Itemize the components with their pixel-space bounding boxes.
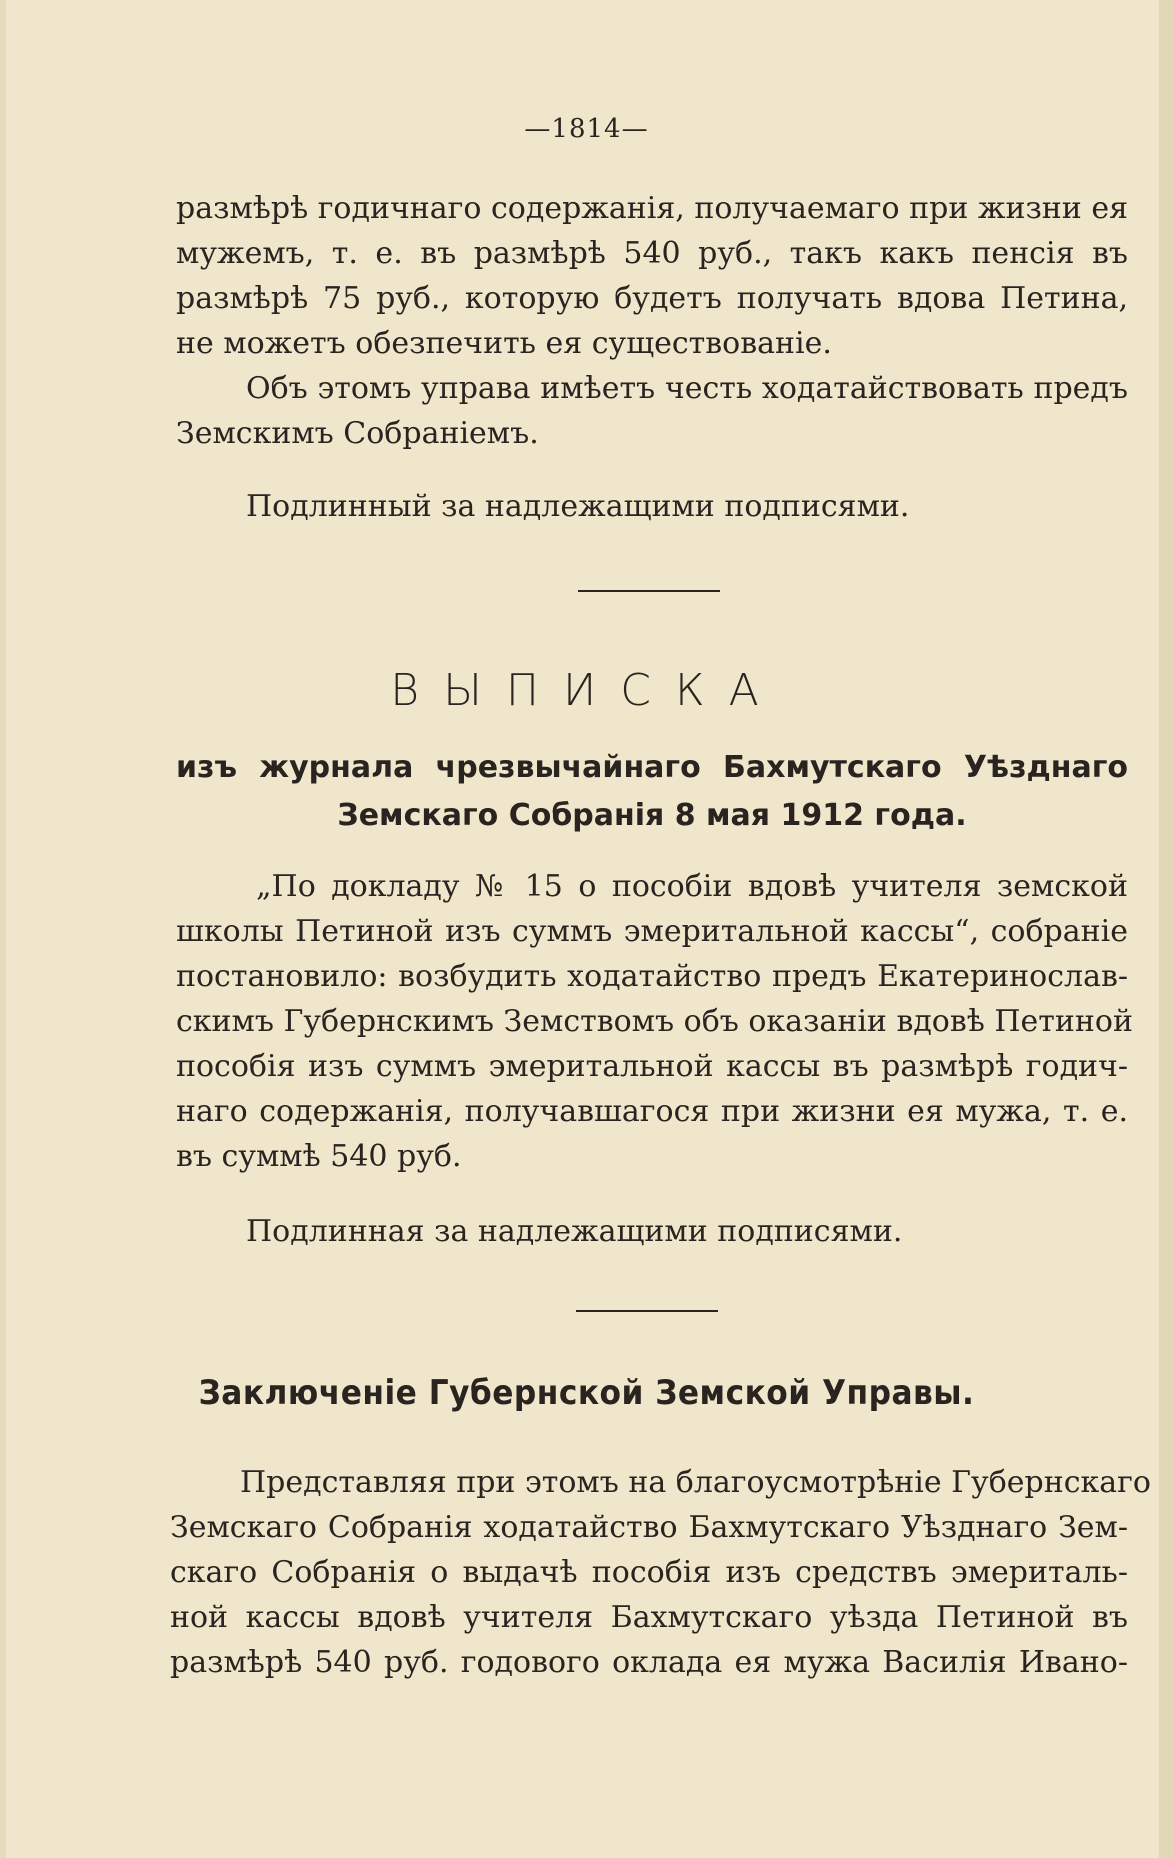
text-line: не можетъ обезпечить ея существованіе. bbox=[176, 326, 832, 361]
text-line: скаго Собранія о выдачѣ пособія изъ средствъ эмериталь- bbox=[170, 1555, 1128, 1590]
paragraph-1 bbox=[176, 186, 1128, 366]
text-line: наго содержанія, получавшагося при жизни ея мужа, т. е. bbox=[176, 1094, 1128, 1129]
subtitle-line: Земскаго Собранія 8 мая 1912 года. bbox=[337, 798, 967, 833]
text-line: въ суммѣ 540 руб. bbox=[176, 1139, 462, 1174]
divider-rule bbox=[578, 590, 720, 592]
signature-note-1: Подлинный за надлежащими подписями. bbox=[246, 489, 910, 524]
conclusion-heading: Заключеніе Губернской Земской Управы. bbox=[198, 1373, 975, 1413]
text-line: размѣрѣ 75 руб., которую будетъ получать вдова Петина, bbox=[176, 281, 1128, 316]
extract-title: ВЫПИСКА bbox=[390, 665, 783, 716]
text-line: размѣрѣ годичнаго содержанія, получаемаго при жизни ея bbox=[176, 191, 1129, 226]
signature-note-2: Подлинная за надлежащими подписями. bbox=[246, 1214, 903, 1249]
text-line: размѣрѣ 540 руб. годового оклада ея мужа Василія Ивано- bbox=[170, 1645, 1128, 1680]
text-line: ной кассы вдовѣ учителя Бахмутскаго уѣзда Петиной въ bbox=[170, 1600, 1128, 1635]
text-line: скимъ Губернскимъ Земствомъ объ оказаніи вдовѣ Петиной bbox=[176, 1004, 1133, 1039]
text-line: Представляя при этомъ на благоусмотрѣніе Губернскаго bbox=[240, 1465, 1151, 1500]
text-line: Земскаго Собранія ходатайство Бахмутскаго Уѣзднаго Зем- bbox=[170, 1510, 1128, 1545]
text-line: Объ этомъ управа имѣетъ честь ходатайствовать предъ bbox=[246, 371, 1128, 406]
paragraph-2 bbox=[176, 366, 1128, 456]
subtitle-line: изъ журнала чрезвычайнаго Бахмутскаго Уѣзднаго bbox=[176, 750, 1128, 785]
text-line: пособія изъ суммъ эмеритальной кассы въ размѣрѣ годич- bbox=[176, 1049, 1128, 1084]
page-edge-left bbox=[0, 0, 6, 1858]
divider-rule bbox=[576, 1310, 718, 1312]
extract-subtitle bbox=[176, 744, 1128, 840]
text-line: постановило: возбудить ходатайство предъ Екатеринослав- bbox=[176, 959, 1128, 994]
conclusion-body bbox=[170, 1460, 1151, 1685]
page-number: —1814— bbox=[524, 114, 649, 144]
text-line: Земскимъ Собраніемъ. bbox=[176, 416, 539, 451]
page-edge-right bbox=[1159, 0, 1173, 1858]
text-line: „По докладу № 15 о пособіи вдовѣ учителя земской bbox=[256, 869, 1128, 904]
text-line: школы Петиной изъ суммъ эмеритальной кассы“, собраніе bbox=[176, 914, 1128, 949]
extract-body bbox=[176, 864, 1133, 1179]
text-line: мужемъ, т. е. въ размѣрѣ 540 руб., такъ какъ пенсія въ bbox=[176, 236, 1128, 271]
